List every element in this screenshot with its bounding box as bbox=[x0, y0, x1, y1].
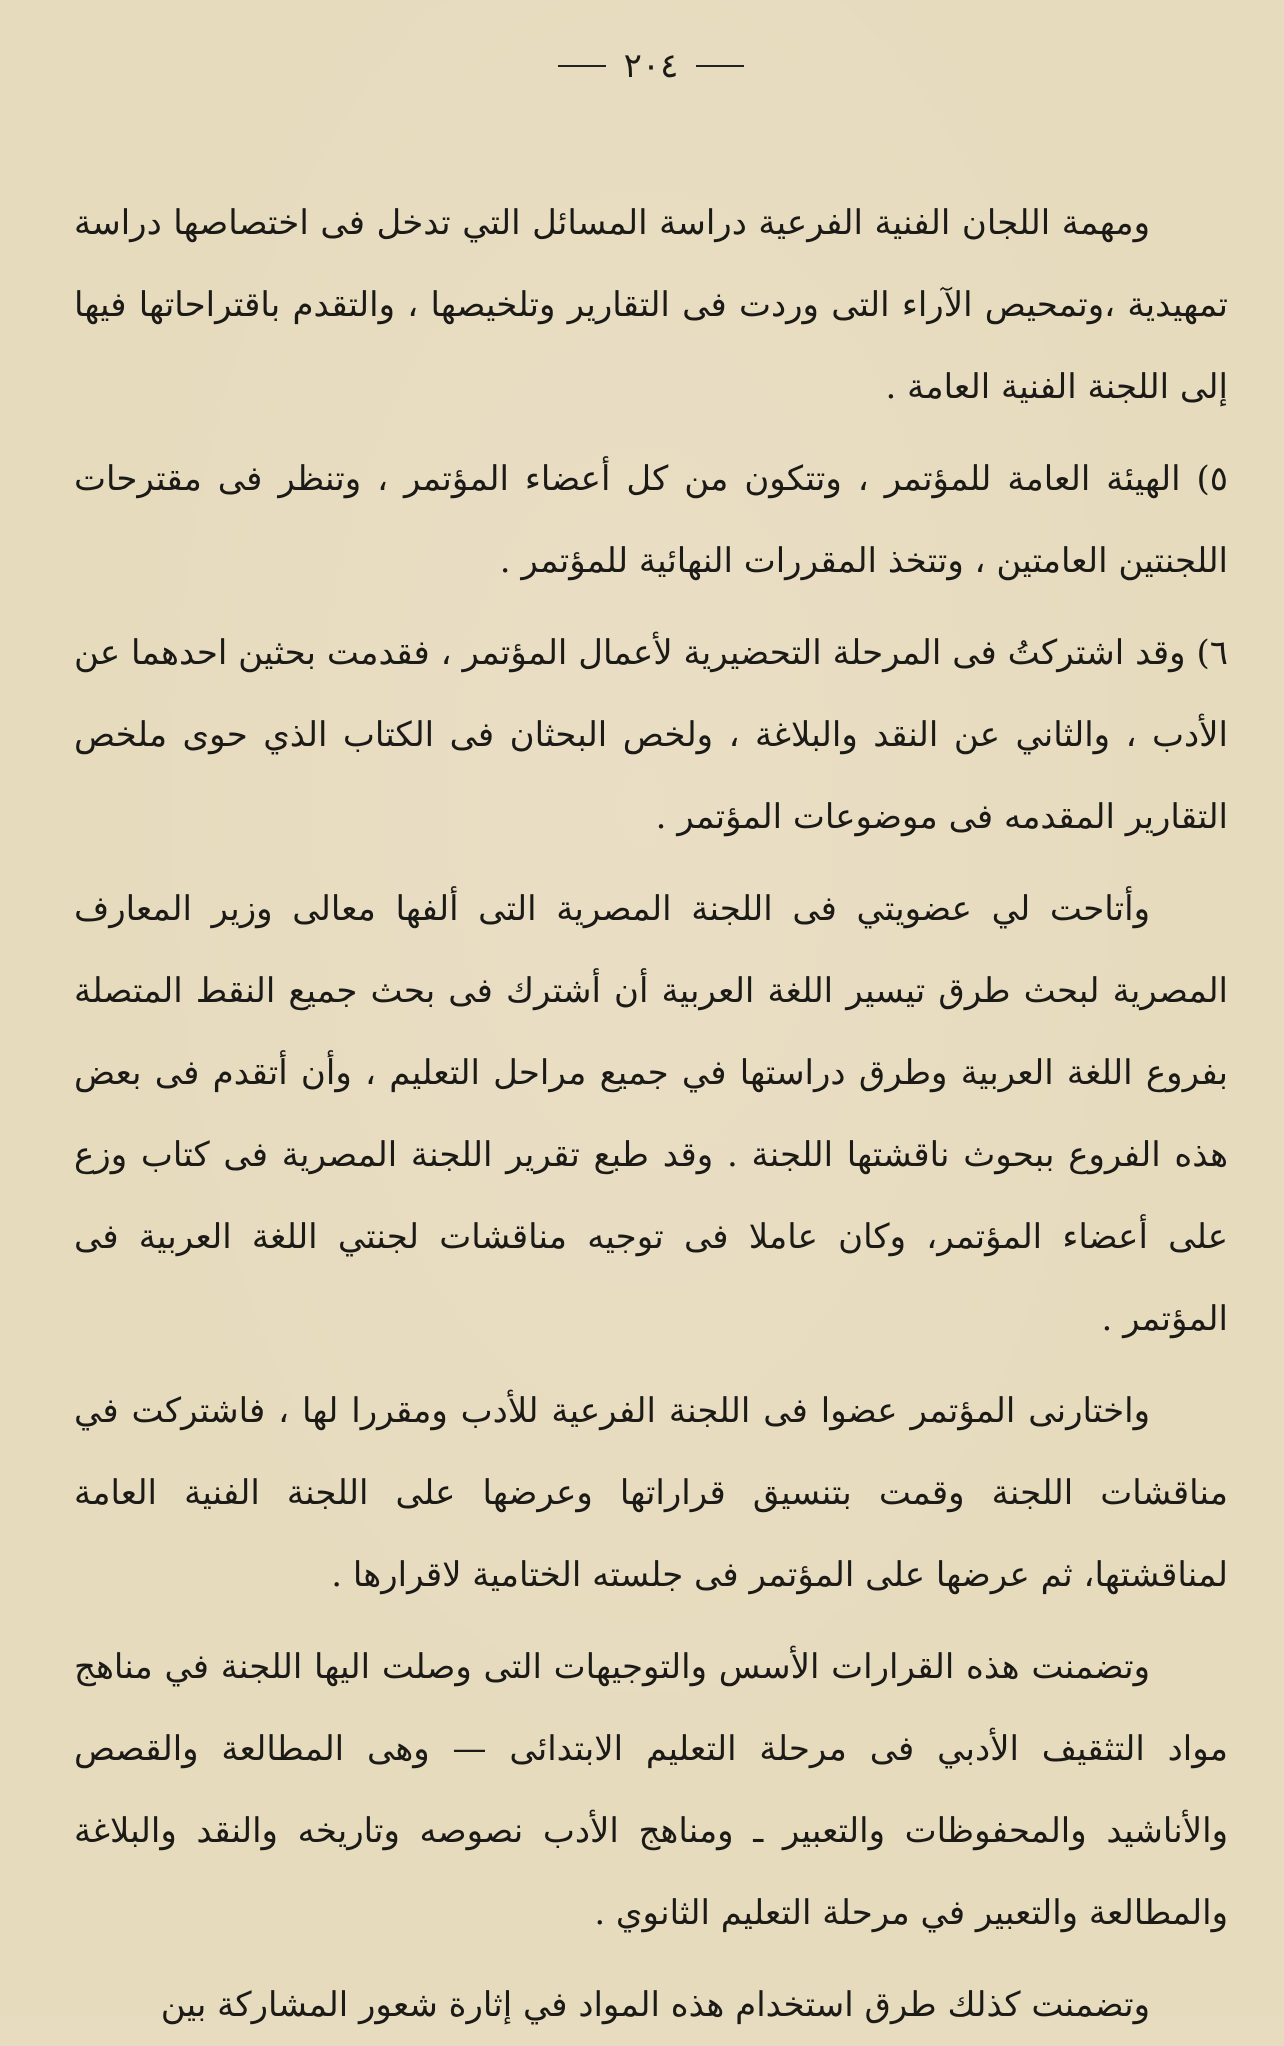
page-number-header bbox=[74, 38, 1228, 94]
left-dash-rule bbox=[696, 65, 744, 67]
document-body bbox=[74, 182, 1228, 2046]
paragraph-6: وتضمنت هذه القرارات الأسس والتوجيهات التى وصلت اليها اللجنة في مناهج مواد التثقيف الأدبي فى مرحلة التعليم الابتدائى — وهى المطالعة والقصص والأناشيد والمحفوظات والتعبير ـ ومناهج الأدب نصوصه وتاريخه والنقد والبلاغة والمطالعة والتعبير في مرحلة التعليم الثانوي . bbox=[74, 1647, 1228, 1933]
paragraph-4: وأتاحت لي عضويتي فى اللجنة المصرية التى ألفها معالى وزير المعارف المصرية لبحث طرق تيسير اللغة العربية أن أشترك فى بحث جميع النقط المتصلة بفروع اللغة العربية وطرق دراستها في جميع مراحل التعليم ، وأن أتقدم فى بعض هذه الفروع ببحوث ناقشتها اللجنة . وقد طبع تقرير اللجنة المصرية فى كتاب وزع على أعضاء المؤتمر، وكان عاملا فى توجيه مناقشات لجنتي اللغة العربية فى المؤتمر . bbox=[74, 889, 1228, 1339]
paragraph-7: وتضمنت كذلك طرق استخدام هذه المواد في إثارة شعور المشاركة بين bbox=[160, 1985, 1150, 2025]
paragraph-5: واختارنى المؤتمر عضوا فى اللجنة الفرعية للأدب ومقررا لها ، فاشتركت في مناقشات اللجنة وقمت بتنسيق قراراتها وعرضها على اللجنة الفنية العامة لمناقشتها، ثم عرضها على المؤتمر فى جلسته الختامية لاقرارها . bbox=[74, 1391, 1228, 1595]
paragraph-1: ومهمة اللجان الفنية الفرعية دراسة المسائل التي تدخل فى اختصاصها دراسة تمهيدية ،وتمحيص الآراء التى وردت فى التقارير وتلخيصها ، والتقدم باقتراحاتها فيها إلى اللجنة الفنية العامة . bbox=[74, 203, 1228, 407]
paragraph-2: ٥) الهيئة العامة للمؤتمر ، وتتكون من كل أعضاء المؤتمر ، وتنظر فى مقترحات اللجنتين العامتين ، وتتخذ المقررات النهائية للمؤتمر . bbox=[74, 459, 1228, 581]
paragraph-3: ٦) وقد اشتركتُ فى المرحلة التحضيرية لأعمال المؤتمر ، فقدمت بحثين احدهما عن الأدب ، والثاني عن النقد والبلاغة ، ولخص البحثان فى الكتاب الذي حوى ملخص التقارير المقدمه فى موضوعات المؤتمر . bbox=[74, 633, 1228, 837]
right-dash-rule bbox=[558, 65, 606, 67]
page-number: ٢٠٤ bbox=[623, 46, 679, 86]
